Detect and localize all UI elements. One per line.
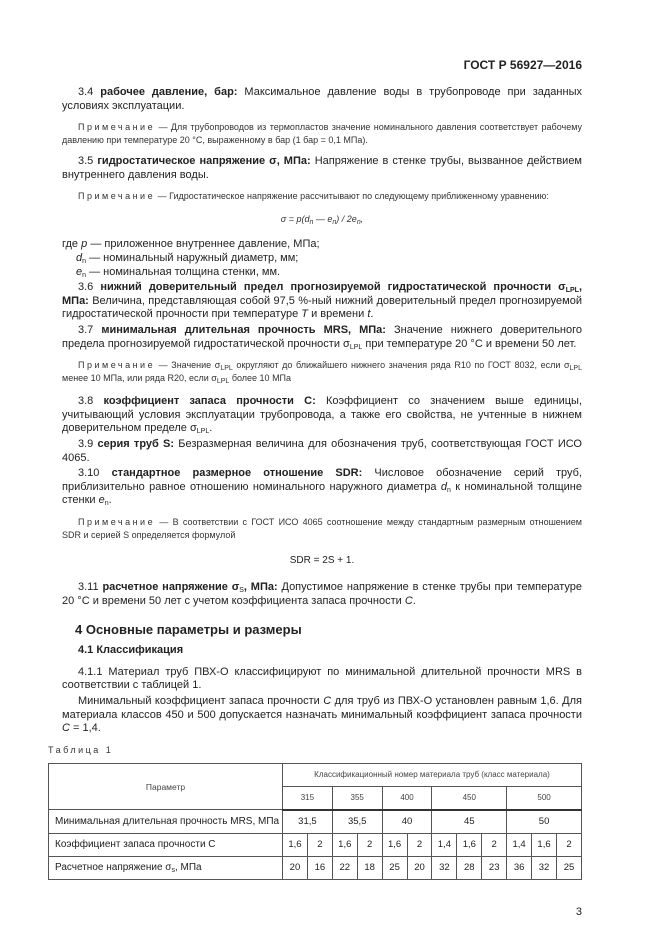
- clause-3-8: 3.8 коэффициент запаса прочности C: Коэффициент со значением выше единицы, учитывающий условия эксплуатации трубопровода, а также его свойства, не учтенные в нижнем доверительном пределе $\sigma_{LPL}$.: [62, 395, 583, 436]
- classification-table: [48, 763, 582, 880]
- header-parameter: Параметр: [49, 763, 283, 810]
- page-number: 3: [575, 905, 582, 918]
- cell: 35,5: [332, 810, 382, 834]
- where-item-e: $e_n$ — номинальная толщина стенки, мм.: [76, 265, 281, 279]
- table-title: Таблица 1: [48, 744, 114, 755]
- header-class: 500: [507, 786, 582, 810]
- cell: 25: [556, 856, 581, 879]
- cell: 1,6: [457, 833, 482, 856]
- header-class: 355: [332, 786, 382, 810]
- cell: 32: [432, 856, 457, 879]
- row-label: Расчетное напряжение $\sigma_s$, МПа: [49, 856, 283, 879]
- cell: 23: [482, 856, 507, 879]
- clause-3-11: 3.11 расчетное напряжение $\sigma_S$, МПа: Допустимое напряжение в стенке трубы при температуре 20 °С и времени 50 лет с учетом коэффициента запаса прочности C.: [62, 581, 582, 608]
- clause-3-10: 3.10 стандартное размерное отношение SDR: Числовое обозначение серий труб, приблизительно равное отношению номинального наружного диаметра $d_n$ к номинальной толщине стенки $e_n$.: [62, 467, 582, 508]
- clause-3-5: 3.5 гидростатическое напряжение σ, МПа: Напряжение в стенке трубы, вызванное действием внутреннего давления воды.: [62, 155, 582, 181]
- paragraph-safety-factor: Минимальный коэффициент запаса прочности C для труб из ПВХ-О установлен равным 1,6. Для материала классов 450 и 500 допускается назначать минимальный коэффициент запаса прочности C = 1,4.: [62, 695, 582, 735]
- cell: 1,6: [332, 833, 357, 856]
- cell: 1,4: [507, 833, 532, 856]
- cell: 1,6: [532, 833, 557, 856]
- header-class: 400: [382, 786, 432, 810]
- cell: 25: [382, 856, 407, 879]
- formula-stress: $\sigma = p(d_n$ — $e_n) / 2e_n$,: [280, 214, 364, 227]
- note-3-7: Примечание — Значение $\sigma_{LPL}$ округляют до ближайшего нижнего значения ряда R10 по ГОСТ 8032, если $\sigma_{LPL}$ менее 10 МПа, или ряда R20, если $\sigma_{LPL}$ более 10 МПа: [62, 360, 582, 386]
- note-3-4: Примечание — Для трубопроводов из термопластов значение номинального давления соответствует рабочему давлению при температуре 20 °С, выраженному в бар (1 бар = 0,1 МПа).: [62, 122, 582, 146]
- cell: 2: [407, 833, 432, 856]
- cell: 28: [457, 856, 482, 879]
- cell: 40: [382, 810, 432, 834]
- table-row-safety-factor: [49, 833, 582, 856]
- cell: 45: [432, 810, 507, 834]
- where-item-p: где p — приложенное внутреннее давление, МПа;: [62, 238, 320, 251]
- clause-3-7: 3.7 минимальная длительная прочность MRS, МПа: Значение нижнего доверительного предела прогнозируемой гидростатической прочности $\sigma_{LPL}$ при температуре 20 °С и времени 50 лет.: [62, 323, 583, 351]
- row-label: Коэффициент запаса прочности C: [49, 833, 283, 856]
- section-4-1-heading: 4.1 Классификация: [78, 644, 184, 657]
- clause-3-9: 3.9 серия труб S: Безразмерная величина для обозначения труб, соответствующая ГОСТ ИСО 4065.: [62, 437, 582, 464]
- cell: 1,6: [283, 833, 308, 856]
- table-row-mrs: [49, 810, 582, 834]
- formula-sdr: SDR = 2S + 1.: [289, 554, 355, 566]
- cell: 20: [407, 856, 432, 879]
- where-item-d: $d_n$ — номинальный наружный диаметр, мм;: [76, 251, 299, 265]
- cell: 16: [307, 856, 332, 879]
- cell: 36: [507, 856, 532, 879]
- cell: 1,6: [382, 833, 407, 856]
- section-4-heading: 4 Основные параметры и размеры: [75, 621, 302, 637]
- cell: 31,5: [283, 810, 333, 834]
- cell: 32: [532, 856, 557, 879]
- header-class: 315: [283, 786, 333, 810]
- clause-3-6: 3.6 нижний доверительный предел прогнозируемой гидростатической прочности $\sigma_{LPL}$, МПа: Величина, представляющая собой 97,5 %-ный нижний доверительный предел прогнозируемой гидростатической прочности при температуре T и времени t.: [62, 281, 582, 321]
- table-row-design-stress: [49, 856, 582, 879]
- paragraph-4-1-1: 4.1.1 Материал труб ПВХ-О классифицируют по минимальной длительной прочности MRS в соответствии с таблицей 1.: [62, 665, 582, 692]
- cell: 50: [507, 810, 582, 834]
- cell: 22: [332, 856, 357, 879]
- header-class-group: Классификационный номер материала труб (класс материала): [283, 763, 582, 786]
- note-3-5: Примечание — Гидростатическое напряжение рассчитывают по следующему приближенному уравнению:: [78, 191, 549, 202]
- note-3-10: Примечание — В соответствии с ГОСТ ИСО 4065 соотношение между стандартным размерным отношением SDR и серией S определяется формулой: [62, 516, 582, 540]
- cell: 18: [357, 856, 382, 879]
- cell: 2: [482, 833, 507, 856]
- row-label: Минимальная длительная прочность MRS, МПа: [49, 810, 283, 834]
- standard-header: ГОСТ Р 56927—2016: [463, 58, 582, 72]
- cell: 20: [283, 856, 308, 879]
- cell: 2: [357, 833, 382, 856]
- header-class: 450: [432, 786, 507, 810]
- clause-3-4: 3.4 рабочее давление, бар: Максимальное давление воды в трубопроводе при заданных условиях эксплуатации.: [62, 86, 582, 112]
- cell: 2: [307, 833, 332, 856]
- cell: 2: [556, 833, 581, 856]
- where-list: [62, 238, 582, 279]
- cell: 1,4: [432, 833, 457, 856]
